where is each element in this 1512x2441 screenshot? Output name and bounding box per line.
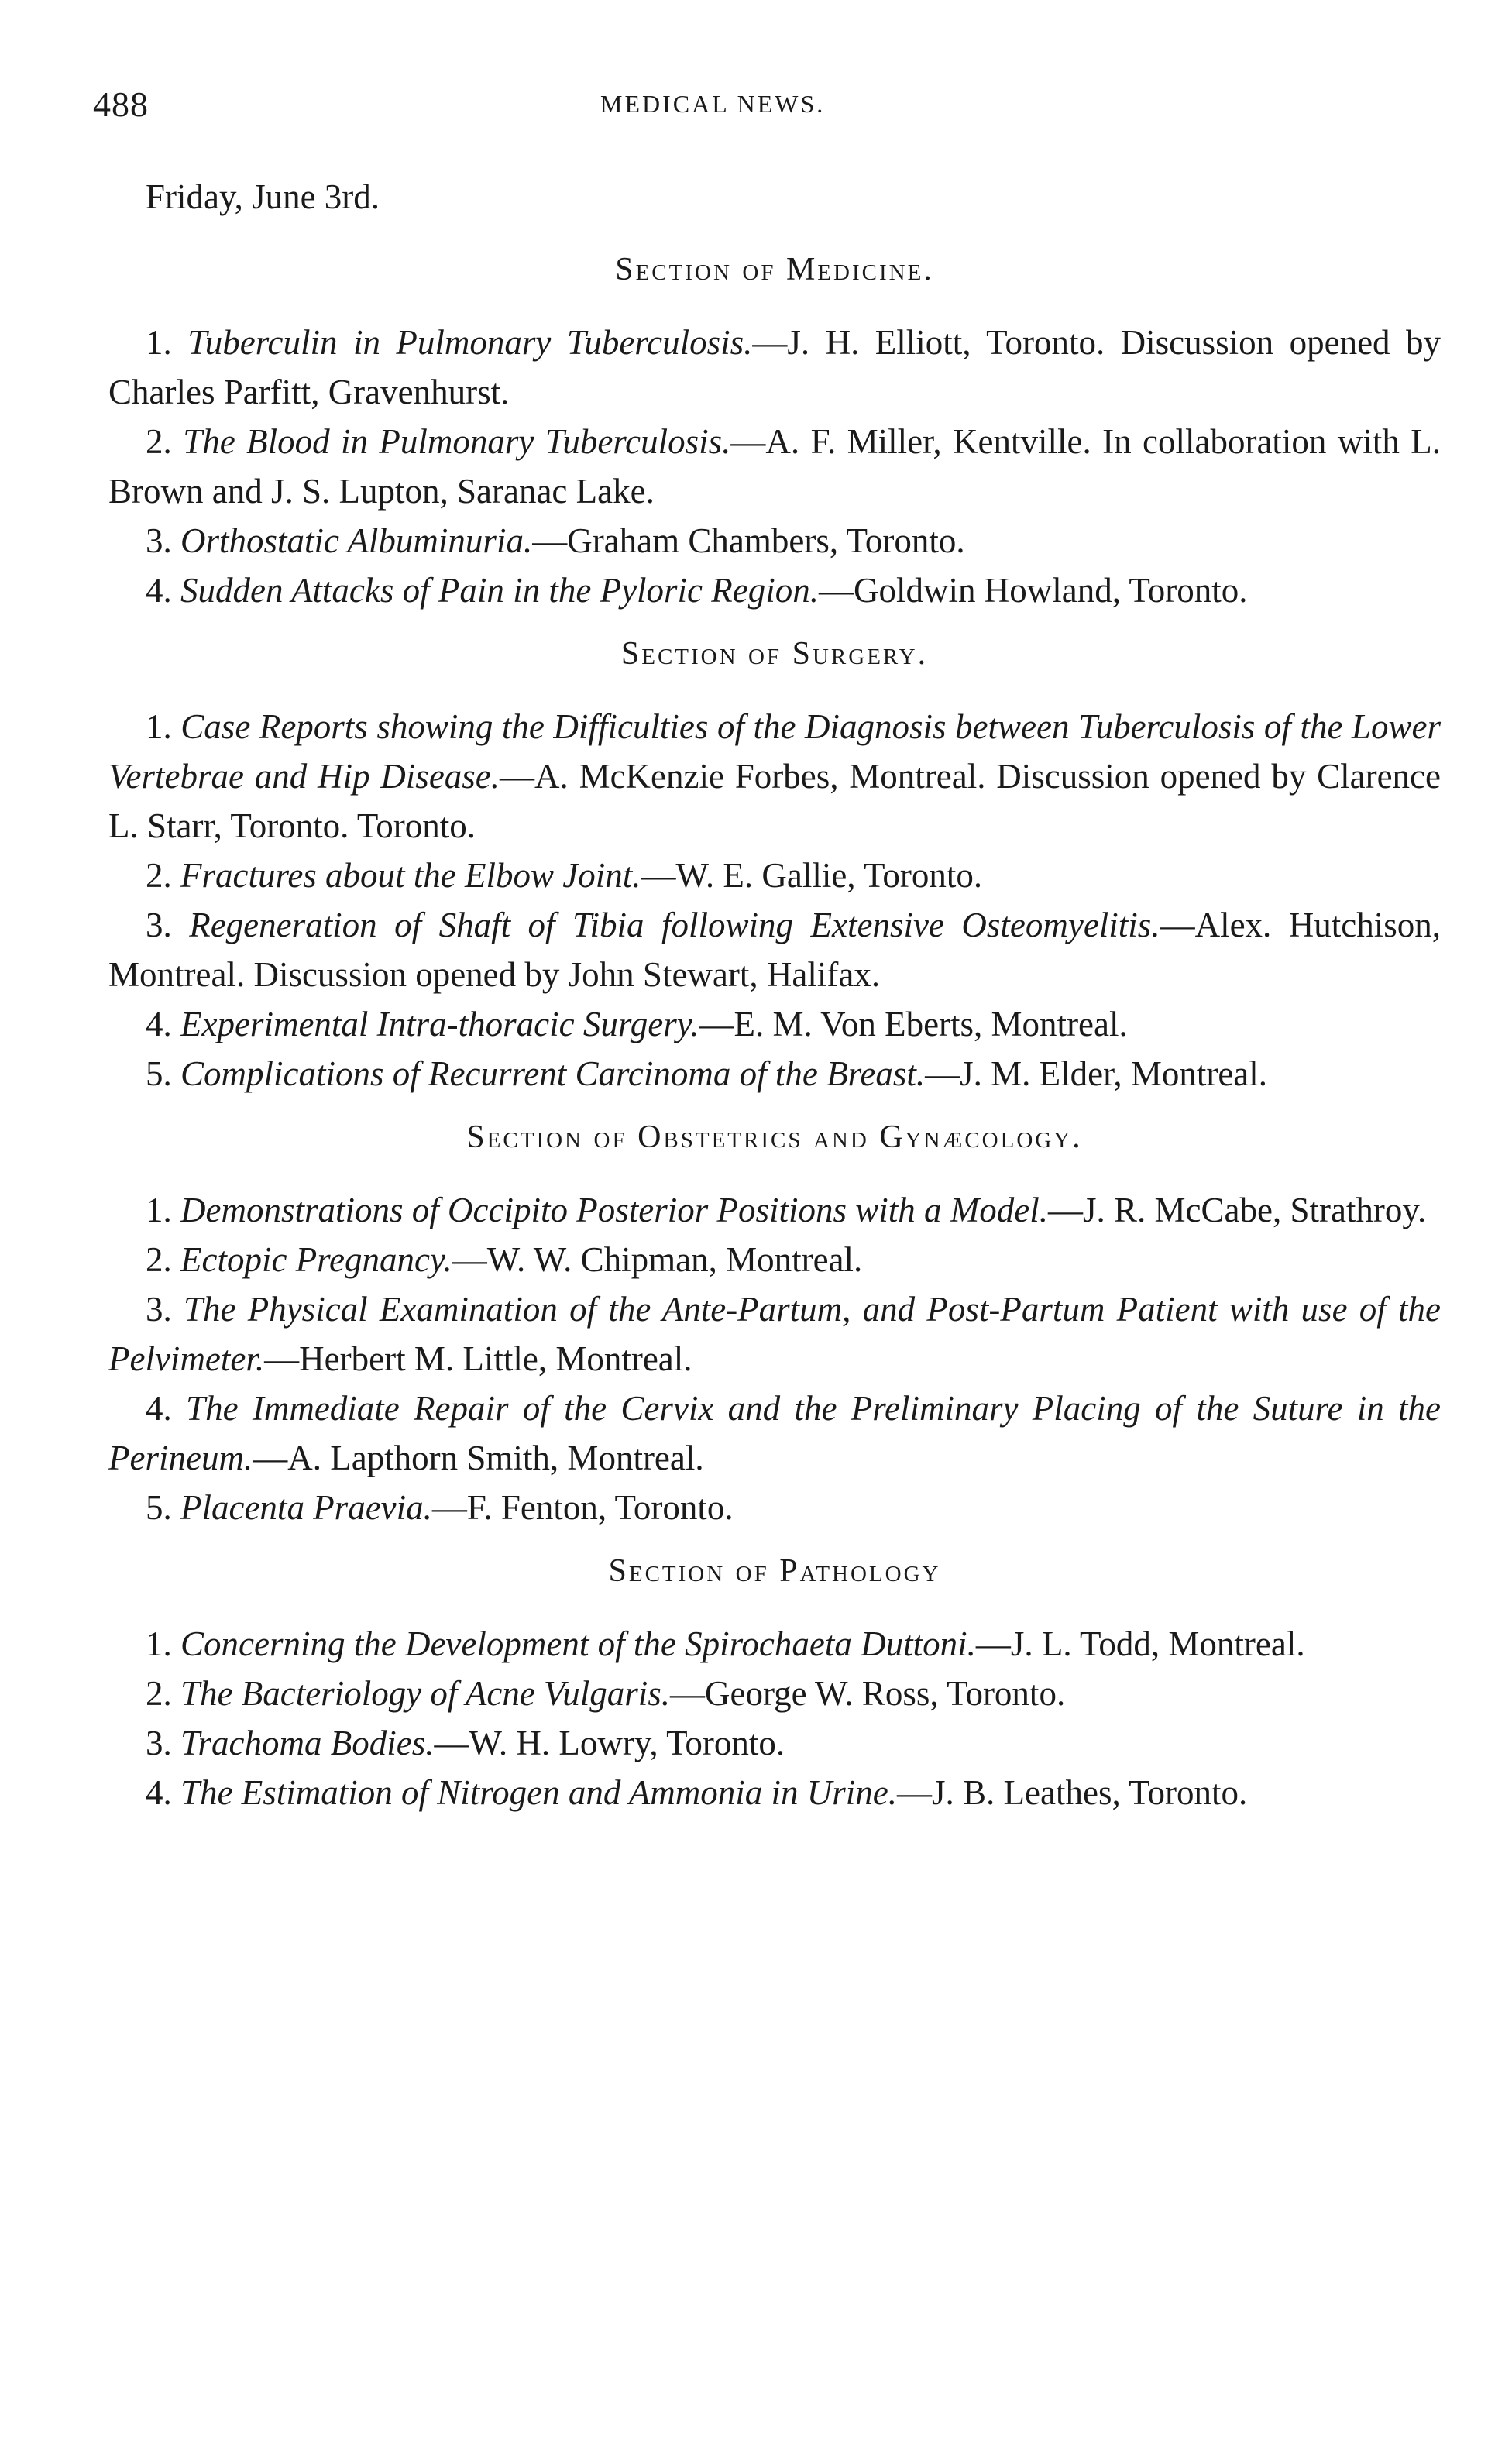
list-item (108, 318, 1441, 417)
paper-title: Placenta Praevia. (180, 1488, 432, 1527)
item-number: 1. (146, 1191, 172, 1229)
item-number: 1. (146, 1624, 172, 1663)
item-number: 4. (146, 1005, 172, 1043)
paper-author: —Herbert M. Little, Montreal. (264, 1339, 692, 1378)
paper-title: Case Reports showing the Difficulties of the Diagnosis between Tuberculosis of the Lower Vertebrae and Hip Disease. (108, 707, 1442, 796)
paper-title: Tuberculin in Pulmonary Tuberculosis. (187, 323, 753, 362)
page-number: 488 (93, 84, 149, 124)
paper-title: Regeneration of Shaft of Tibia following Extensive Osteomyelitis. (189, 906, 1160, 944)
section-title: Section of Pathology (608, 1553, 941, 1589)
paper-author: —E. M. Von Eberts, Montreal. (699, 1005, 1128, 1043)
list-item (108, 1718, 1441, 1768)
list-item (108, 999, 1441, 1049)
item-number: 3. (146, 1724, 172, 1762)
list-item (108, 1768, 1441, 1817)
item-number: 1. (146, 707, 172, 746)
paper-title: Concerning the Development of the Spirochaeta Duttoni. (180, 1624, 976, 1663)
paper-author: —George W. Ross, Toronto. (669, 1674, 1066, 1713)
paper-title: Demonstrations of Occipito Posterior Positions with a Model. (180, 1191, 1048, 1229)
paper-author: —J. R. McCabe, Strathroy. (1047, 1191, 1427, 1229)
paper-author: —A. Lapthorn Smith, Montreal. (253, 1439, 704, 1477)
paper-author: —Graham Chambers, Toronto. (532, 521, 965, 560)
item-number: 5. (146, 1488, 172, 1527)
document-body (108, 172, 1441, 1817)
list-item (108, 516, 1441, 566)
paper-title: Fractures about the Elbow Joint. (180, 856, 641, 895)
date-line: Friday, June 3rd. (146, 177, 380, 216)
item-number: 3. (146, 906, 172, 944)
section-medicine (108, 245, 1441, 615)
item-number: 3. (146, 1290, 172, 1329)
paper-title: Ectopic Pregnancy. (180, 1240, 452, 1279)
list-item (108, 851, 1441, 900)
paper-title: The Bacteriology of Acne Vulgaris. (180, 1674, 670, 1713)
item-number: 2. (146, 1240, 172, 1279)
item-number: 2. (146, 1674, 172, 1713)
list-item (108, 1669, 1441, 1718)
list-item (108, 1384, 1441, 1483)
paper-title: Experimental Intra-thoracic Surgery. (180, 1005, 699, 1043)
list-item (108, 1049, 1441, 1098)
paper-author: —A. McKenzie Forbes, Montreal. Discussion opened by Clarence L. Starr, Toronto. Toronto. (108, 757, 1441, 845)
paper-title: The Physical Examination of the Ante-Partum, and Post-Partum Patient with use of the Pelvimeter. (108, 1290, 1441, 1378)
item-number: 4. (146, 571, 172, 610)
list-item (108, 1284, 1441, 1384)
list-item (108, 566, 1441, 615)
section-title: Section of Obstetrics and Gynæcology. (466, 1119, 1083, 1155)
section-surgery (108, 629, 1441, 1098)
list-item (108, 702, 1441, 851)
paper-author: —Alex. Hutchison, Montreal. Discussion opened by John Stewart, Halifax. (108, 906, 1442, 994)
item-number: 1. (146, 323, 172, 362)
item-number: 4. (146, 1389, 172, 1428)
paper-title: Sudden Attacks of Pain in the Pyloric Region. (180, 571, 819, 610)
list-item (108, 1185, 1441, 1235)
list-item (108, 1483, 1441, 1532)
paper-author: —J. B. Leathes, Toronto. (897, 1773, 1248, 1812)
paper-author: —J. M. Elder, Montreal. (925, 1054, 1268, 1093)
paper-title: The Blood in Pulmonary Tuberculosis. (183, 422, 731, 461)
list-item (108, 1235, 1441, 1284)
paper-title: Complications of Recurrent Carcinoma of the Breast. (180, 1054, 926, 1093)
paper-author: —Goldwin Howland, Toronto. (819, 571, 1248, 610)
section-obstetrics (108, 1112, 1441, 1532)
paper-title: Orthostatic Albuminuria. (180, 521, 533, 560)
running-head: MEDICAL NEWS. (600, 90, 826, 118)
list-item (108, 1619, 1441, 1669)
paper-author: —J. H. Elliott, Toronto. Discussion opened by Charles Parfitt, Gravenhurst. (108, 323, 1441, 411)
list-item (108, 417, 1441, 516)
section-title: Section of Medicine. (615, 252, 934, 287)
section-title: Section of Surgery. (620, 636, 929, 672)
item-number: 3. (146, 521, 172, 560)
section-pathology (108, 1546, 1441, 1817)
paper-author: —W. W. Chipman, Montreal. (452, 1240, 863, 1279)
paper-title: The Immediate Repair of the Cervix and the Preliminary Placing of the Suture in the Perineum. (108, 1389, 1442, 1477)
paper-title: The Estimation of Nitrogen and Ammonia in Urine. (180, 1773, 898, 1812)
paper-author: —A. F. Miller, Kentville. In collaboration with L. Brown and J. S. Lupton, Saranac Lake. (108, 422, 1441, 511)
item-number: 2. (146, 422, 172, 461)
paper-author: —J. L. Todd, Montreal. (975, 1624, 1305, 1663)
page-header (93, 84, 1410, 130)
item-number: 5. (146, 1054, 172, 1093)
paper-title: Trachoma Bodies. (180, 1724, 435, 1762)
paper-author: —W. H. Lowry, Toronto. (434, 1724, 785, 1762)
item-number: 4. (146, 1773, 172, 1812)
list-item (108, 900, 1441, 999)
paper-author: —F. Fenton, Toronto. (431, 1488, 734, 1527)
paper-author: —W. E. Gallie, Toronto. (641, 856, 983, 895)
item-number: 2. (146, 856, 172, 895)
